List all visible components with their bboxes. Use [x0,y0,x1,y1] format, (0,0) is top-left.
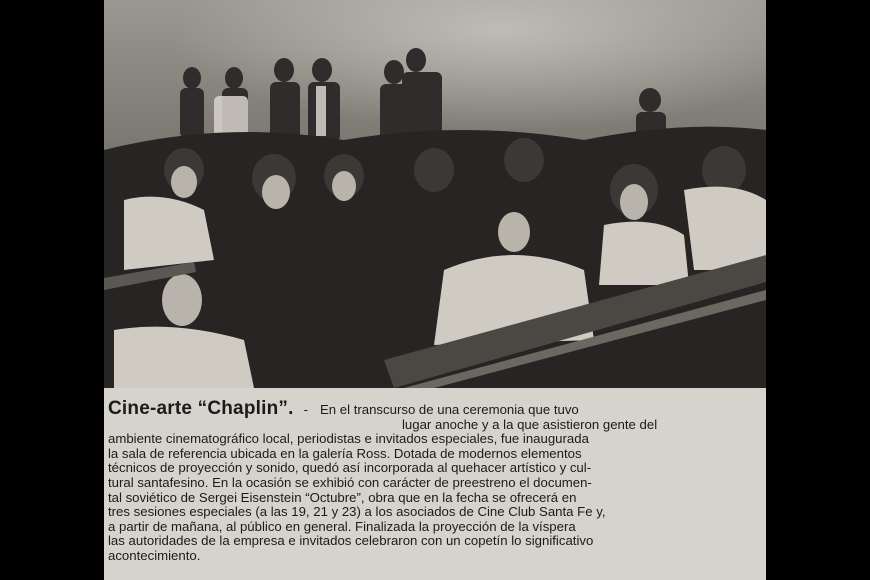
article-line-1: En el transcurso de una ceremonia que tuvo [319,402,579,417]
article-line-8: tres sesiones especiales (a las 19, 21 y 23) a los asociados de Cine Club Santa Fe y, [108,504,606,520]
article-line-7: tal soviético de Sergei Eisenstein “Octubre”, obra que en la fecha se ofrecerá en [108,489,577,505]
article-first-line [108,398,762,419]
article-caption [104,392,766,580]
audience-photo-image [104,0,766,388]
article-line-11: acontecimiento. [108,547,201,563]
audience-photo [104,0,766,388]
newspaper-clipping [104,0,766,580]
article-line-9: a partir de mañana, al público en general. Finalizada la proyección de la víspera [108,518,576,534]
article-headline: Cine-arte “Chaplin”. [108,398,294,419]
headline-dash: - [303,402,308,417]
article-line-4: la sala de referencia ubicada en la galería Ross. Dotada de modernos elementos [108,445,582,461]
article-line-10: las autoridades de la empresa e invitados celebraron con un copetín lo significativo [108,533,594,549]
article-line-3: ambiente cinematográfico local, periodistas e invitados especiales, fue inaugurada [108,431,589,447]
article-line-2: lugar anoche y a la que asistieron gente del [402,416,658,432]
article-line-6: tural santafesino. En la ocasión se exhibió con carácter de preestreno el documen- [108,474,592,490]
article-line-5: técnicos de proyección y sonido, quedó así incorporada al quehacer artístico y cul- [108,460,592,476]
